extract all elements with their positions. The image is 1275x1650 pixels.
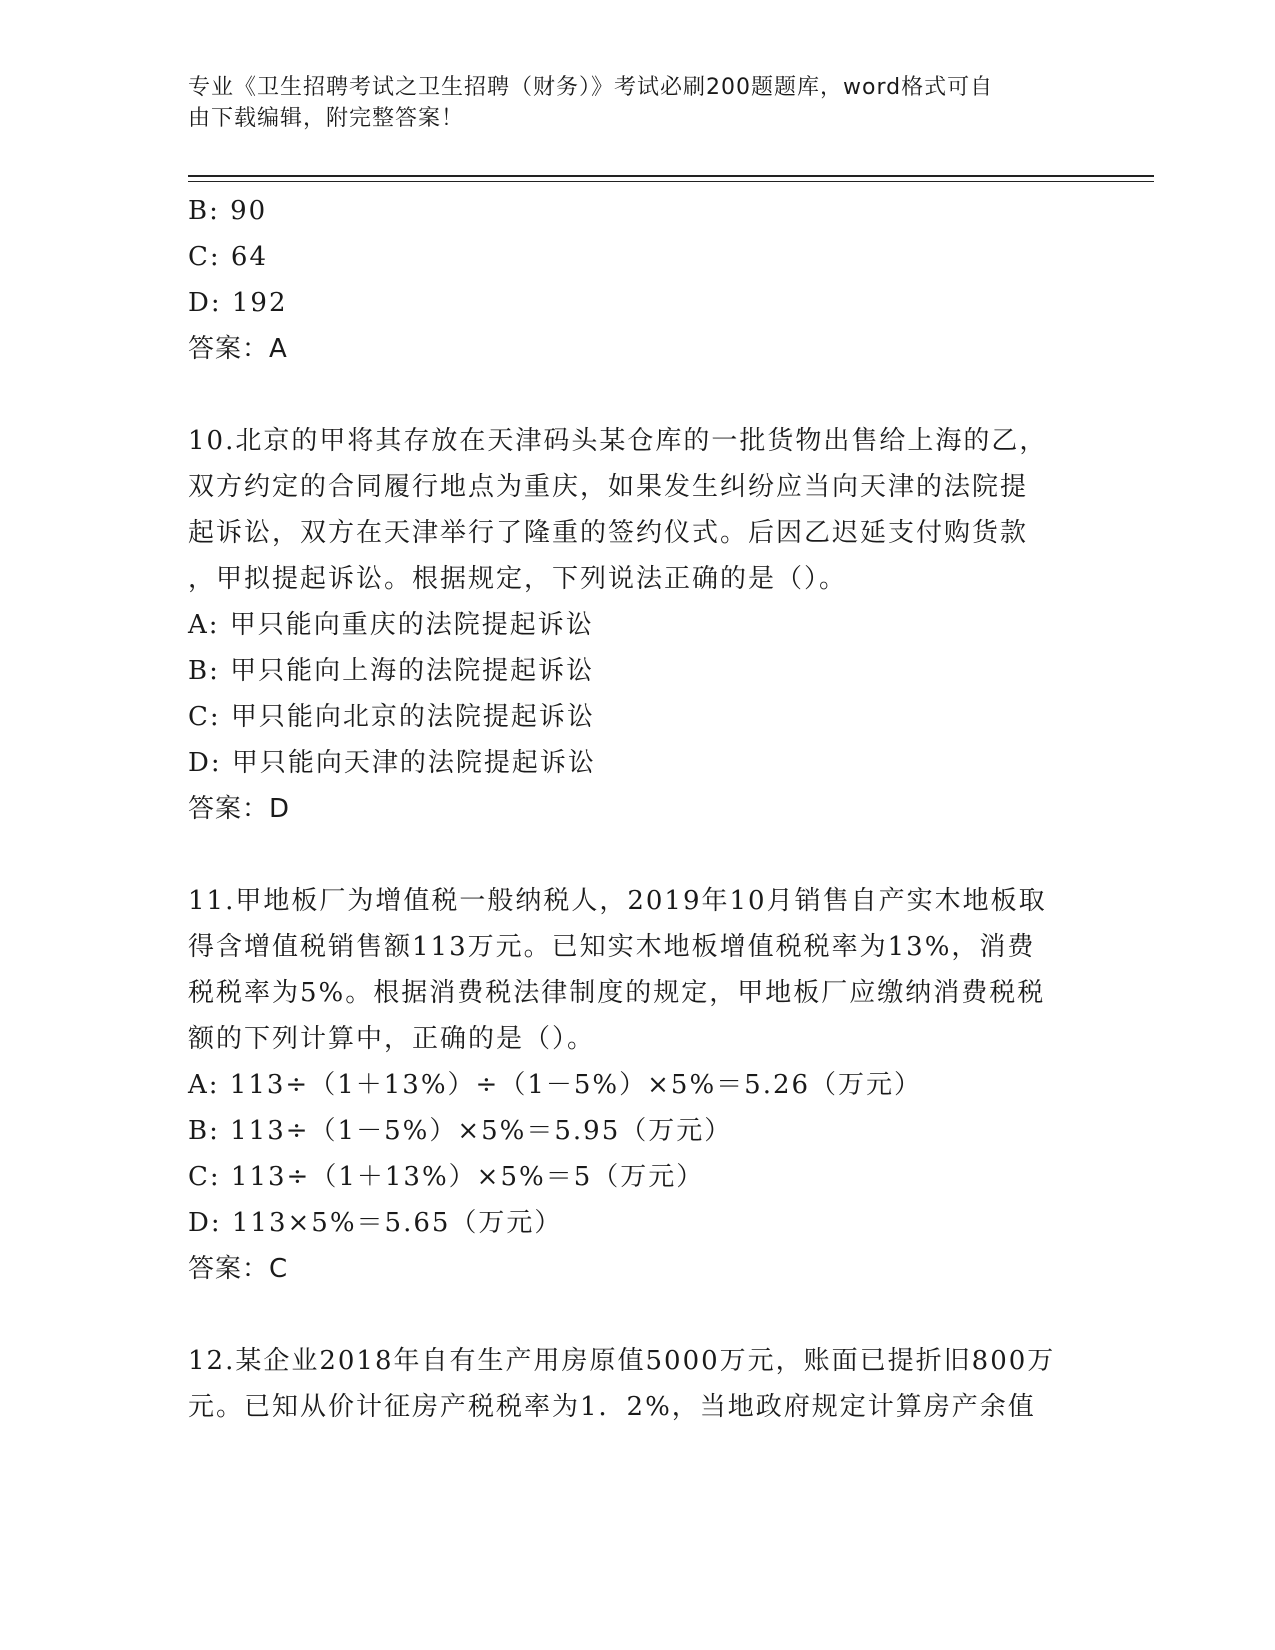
answer-line: 答案：A [188, 334, 288, 364]
question-9-tail [188, 188, 1088, 372]
option-b: B: 113÷（1－5%）×5%＝5.95（万元） [188, 1116, 733, 1146]
question-text-line: 元。已知从价计征房产税税率为1．2%，当地政府规定计算房产余值 [188, 1392, 1036, 1422]
spacer [188, 832, 1088, 878]
question-text-line: 12.某企业2018年自有生产用房原值5000万元，账面已提折旧800万 [188, 1346, 1056, 1376]
option-d: D: 113×5%＝5.65（万元） [188, 1208, 563, 1238]
option-d: D: 192 [188, 288, 288, 318]
question-text-line: 起诉讼，双方在天津举行了隆重的签约仪式。后因乙迟延支付购货款 [188, 518, 1029, 548]
option-a: A: 113÷（1＋13%）÷（1－5%）×5%＝5.26（万元） [188, 1070, 923, 1100]
document-body [188, 188, 1088, 1430]
question-text-line: ，甲拟提起诉讼。根据规定，下列说法正确的是（）。 [188, 564, 848, 594]
option-c: C: 甲只能向北京的法院提起诉讼 [188, 702, 595, 732]
question-11 [188, 878, 1088, 1292]
question-text-line: 双方约定的合同履行地点为重庆，如果发生纠纷应当向天津的法院提 [188, 472, 1029, 502]
question-10 [188, 418, 1088, 832]
question-text-line: 得含增值税销售额113万元。已知实木地板增值税税率为13%，消费 [188, 932, 1036, 962]
option-c: C: 64 [188, 242, 269, 272]
header-divider-thin [188, 181, 1154, 182]
question-12 [188, 1338, 1088, 1430]
option-c: C: 113÷（1＋13%）×5%＝5（万元） [188, 1162, 705, 1192]
answer-line: 答案：D [188, 794, 291, 824]
question-text-line: 10.北京的甲将其存放在天津码头某仓库的一批货物出售给上海的乙， [188, 426, 1048, 456]
header-line-2: 由下载编辑，附完整答案！ [188, 106, 465, 131]
question-text-line: 11.甲地板厂为增值税一般纳税人，2019年10月销售自产实木地板取 [188, 886, 1047, 916]
option-b: B: 甲只能向上海的法院提起诉讼 [188, 656, 595, 686]
spacer [188, 1292, 1088, 1338]
header-line-1: 专业《卫生招聘考试之卫生招聘（财务）》考试必刷200题题库，word格式可自 [188, 75, 994, 100]
page-header [188, 72, 1068, 134]
option-b: B: 90 [188, 196, 268, 226]
question-text-line: 税税率为5%。根据消费税法律制度的规定，甲地板厂应缴纳消费税税 [188, 978, 1046, 1008]
option-d: D: 甲只能向天津的法院提起诉讼 [188, 748, 596, 778]
header-divider-thick [188, 175, 1154, 177]
answer-line: 答案：C [188, 1254, 289, 1284]
option-a: A: 甲只能向重庆的法院提起诉讼 [188, 610, 594, 640]
spacer [188, 372, 1088, 418]
question-text-line: 额的下列计算中，正确的是（）。 [188, 1024, 596, 1054]
